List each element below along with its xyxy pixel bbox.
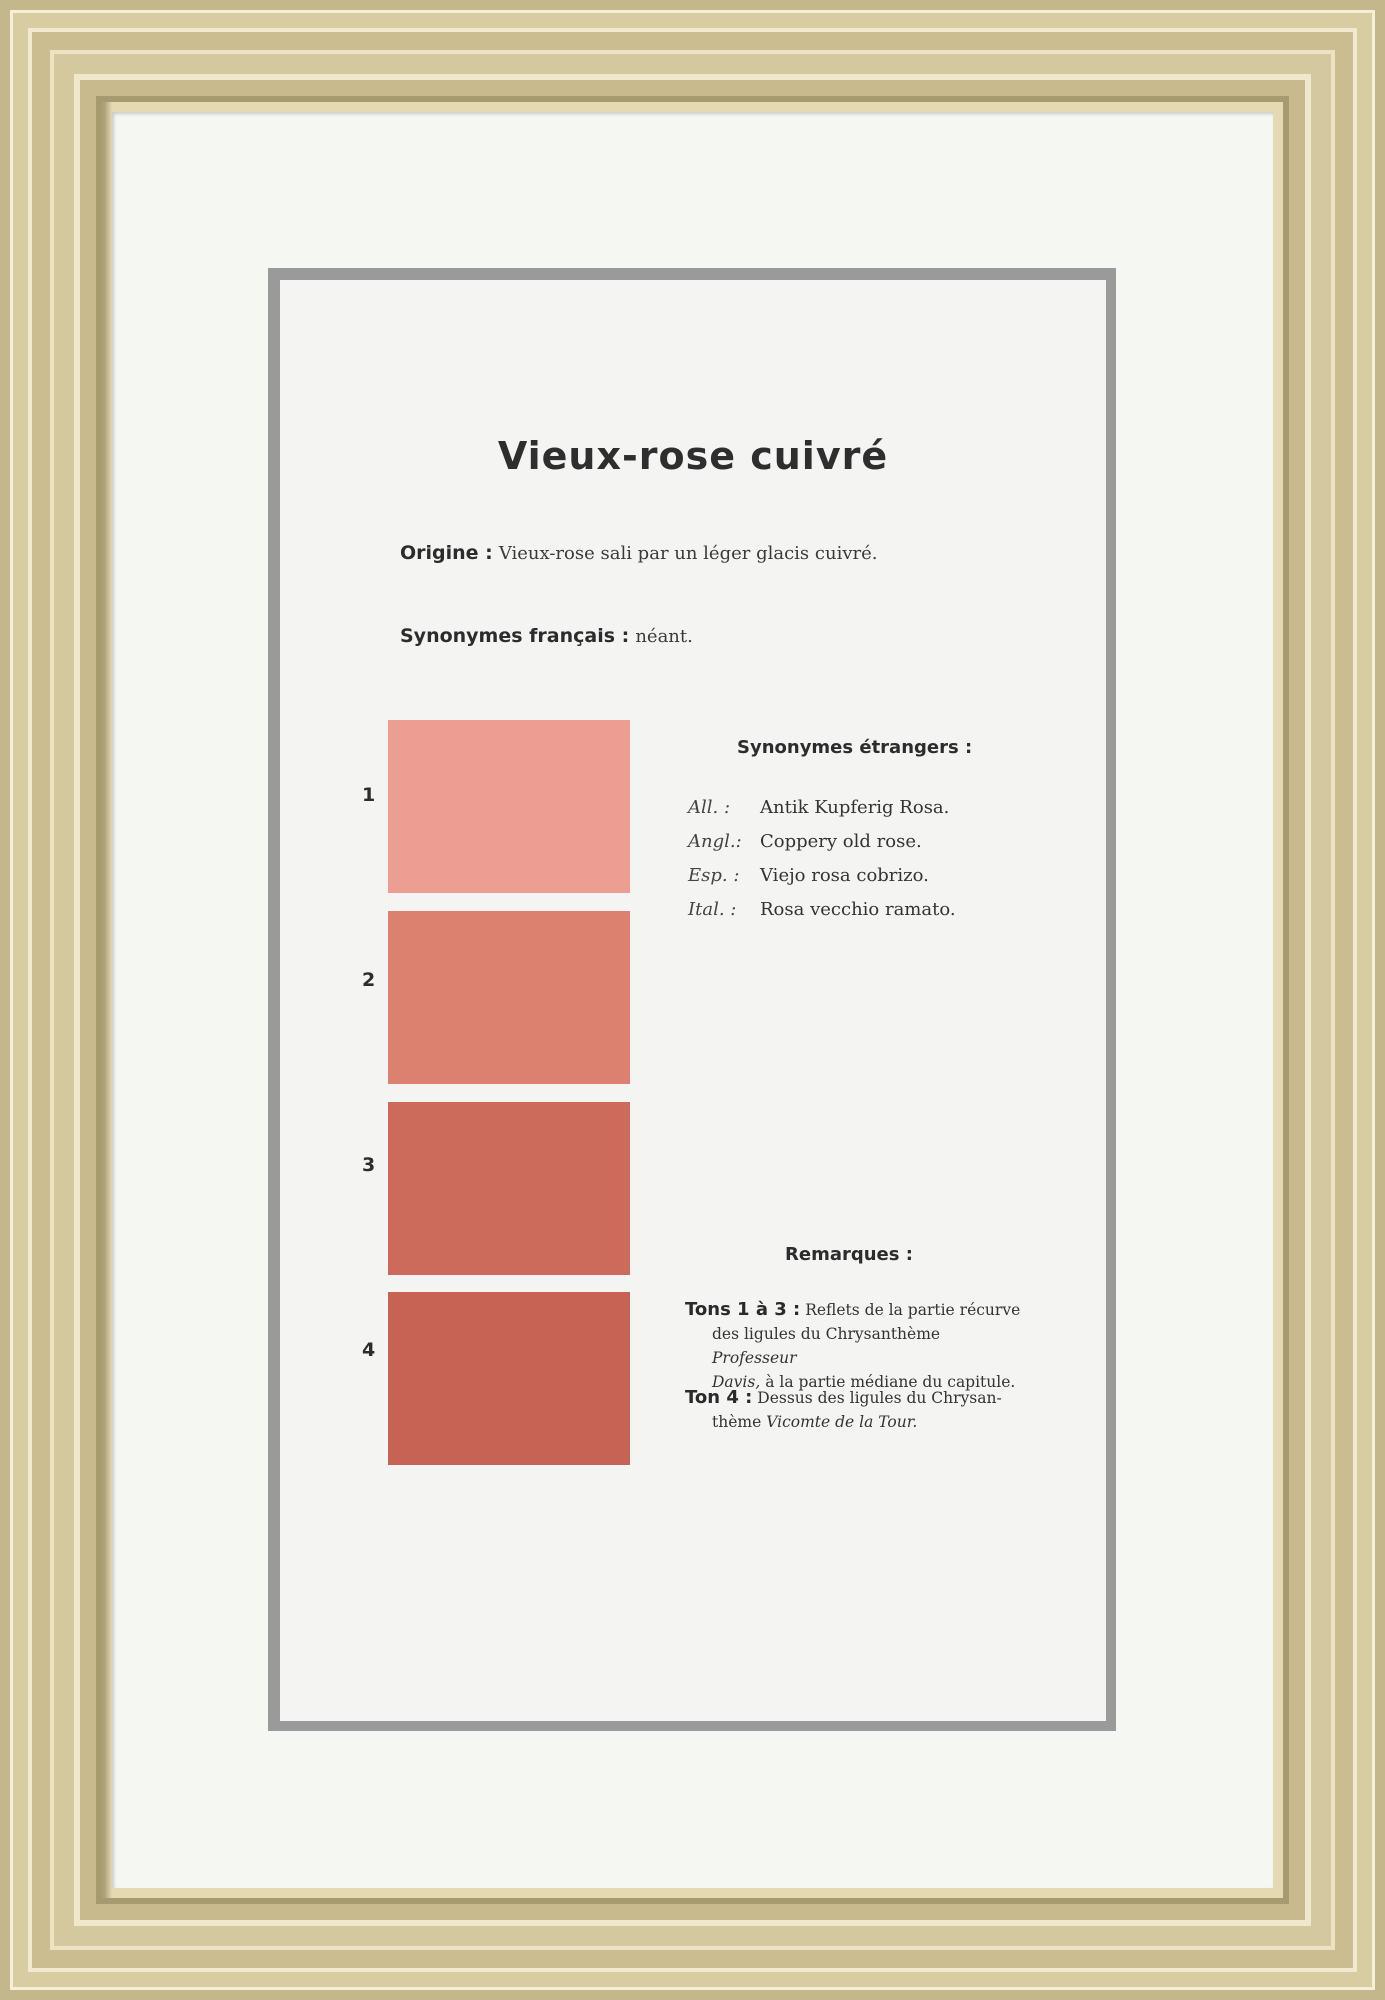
remark-text: Dessus des ligules du Chrysan- (757, 1389, 1002, 1407)
color-plate (280, 280, 1106, 1721)
remark-text: Reflets de la partie récurve (805, 1301, 1021, 1319)
remark-text: des ligules du Chrysanthème (712, 1325, 941, 1343)
plate-title: Vieux-rose cuivré (497, 434, 889, 478)
remark-italic: Vicomte de la Tour. (766, 1413, 918, 1431)
synonymes-francais-line (400, 625, 693, 647)
origine-label: Origine : (400, 542, 493, 564)
synonymes-francais-value: néant. (635, 626, 693, 647)
remarques-heading: Remarques : (785, 1244, 913, 1265)
remark-label: Tons 1 à 3 : (685, 1299, 801, 1320)
swatch-number: 2 (362, 969, 376, 991)
color-swatch-3 (388, 1102, 630, 1275)
synonym-text: Antik Kupferig Rosa. (760, 797, 950, 818)
swatch-number: 3 (362, 1154, 376, 1176)
synonym-text: Rosa vecchio ramato. (760, 899, 956, 920)
synonym-language: Esp. : (688, 865, 740, 886)
synonym-row (688, 831, 922, 852)
synonym-row (688, 899, 956, 920)
synonym-language: All. : (688, 797, 731, 818)
color-swatch-2 (388, 911, 630, 1084)
origine-value: Vieux-rose sali par un léger glacis cuivré. (498, 543, 878, 564)
synonym-row (688, 865, 929, 886)
color-swatch-4 (388, 1292, 630, 1465)
remark-text: thème (712, 1413, 762, 1431)
origine-line (400, 542, 877, 564)
synonym-language: Angl.: (688, 831, 742, 852)
color-swatch-1 (388, 720, 630, 893)
synonymes-etrangers-heading: Synonymes étrangers : (737, 737, 973, 758)
remark-tons-1-3 (685, 1298, 1023, 1394)
swatch-number: 1 (362, 784, 376, 806)
synonym-row (688, 797, 949, 818)
synonym-language: Ital. : (688, 899, 737, 920)
remark-text: à la partie médiane du capitule. (765, 1373, 1016, 1391)
synonymes-francais-label: Synonymes français : (400, 625, 630, 647)
remark-ton-4 (685, 1386, 1023, 1434)
remark-italic: Davis, (712, 1373, 761, 1391)
remark-italic: Professeur (712, 1349, 797, 1367)
swatch-number: 4 (362, 1339, 376, 1361)
remark-label: Ton 4 : (685, 1387, 753, 1408)
synonym-text: Coppery old rose. (760, 831, 922, 852)
synonym-text: Viejo rosa cobrizo. (760, 865, 929, 886)
